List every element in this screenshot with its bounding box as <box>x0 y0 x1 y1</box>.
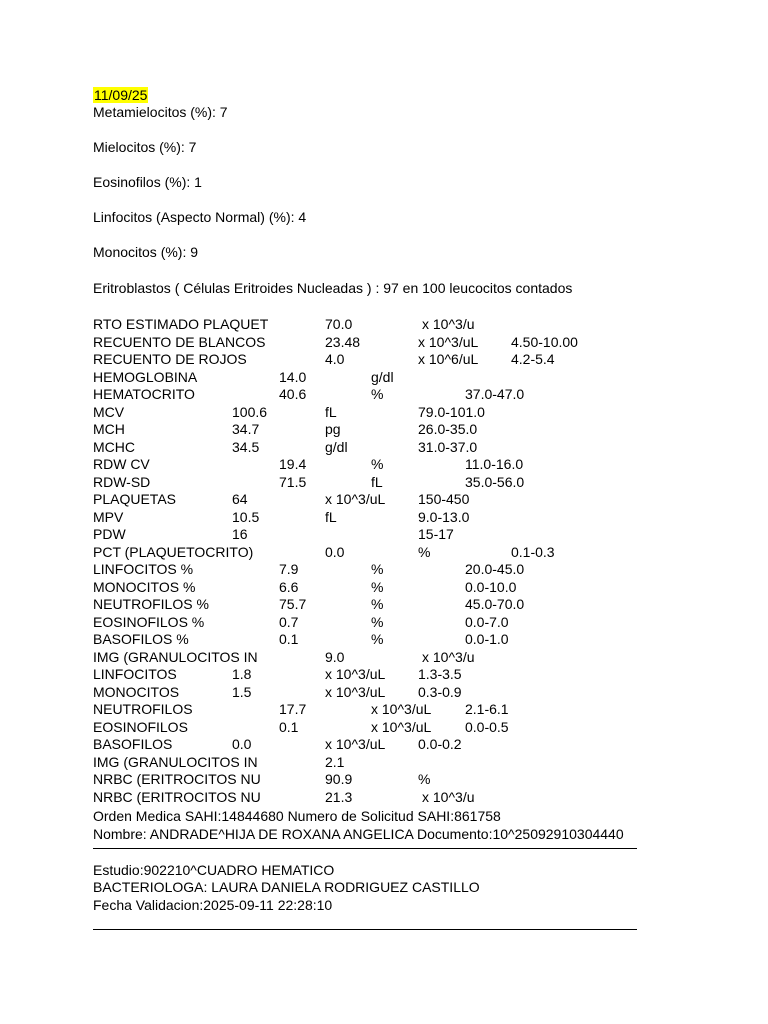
table-row <box>0 561 768 579</box>
result-ref: 11.0-16.0 <box>465 456 524 472</box>
result-value: 1.5 <box>232 683 252 700</box>
table-row <box>0 526 768 544</box>
result-value: 21.3 <box>325 788 353 805</box>
bacteriologa-line: BACTERIOLOGA: LAURA DANIELA RODRIGUEZ CASTILLO <box>93 879 480 895</box>
result-ref: 37.0-47.0 <box>465 386 525 402</box>
result-name: MCH <box>93 421 125 437</box>
result-ref: 45.0-70.0 <box>465 596 525 612</box>
result-value: 14.0 <box>279 368 307 385</box>
result-ref: 0.1-0.3 <box>511 543 555 560</box>
result-ref: 1.3-3.5 <box>418 666 462 682</box>
fecha-validacion-line: Fecha Validacion:2025-09-11 22:28:10 <box>93 897 333 913</box>
note-monocitos: Monocitos (%): 9 <box>93 244 199 260</box>
result-name: BASOFILOS <box>93 736 173 752</box>
result-unit: pg <box>325 421 341 437</box>
result-unit: % <box>371 578 384 595</box>
estudio-line: Estudio:902210^CUADRO HEMATICO <box>93 862 335 878</box>
result-unit: % <box>371 561 384 577</box>
result-unit: x 10^3/uL <box>325 683 386 700</box>
result-ref: 9.0-13.0 <box>418 508 470 525</box>
result-name: MONOCITOS <box>93 683 180 700</box>
table-row <box>0 404 768 422</box>
result-unit: % <box>371 386 384 402</box>
table-row <box>0 596 768 614</box>
table-row <box>0 649 768 667</box>
result-value: 34.7 <box>232 421 260 437</box>
table-row <box>0 316 768 334</box>
result-ref: 0.0-0.2 <box>418 736 462 752</box>
result-value: 0.7 <box>279 613 299 630</box>
result-unit: x 10^3/uL <box>325 736 386 752</box>
result-unit: x 10^3/u <box>422 788 475 805</box>
table-row <box>0 736 768 754</box>
result-unit: x 10^3/uL <box>371 718 432 735</box>
result-name: RDW CV <box>93 456 150 472</box>
result-unit: % <box>418 543 431 560</box>
result-name: NRBC (ERITROCITOS NU <box>93 788 261 805</box>
result-name: MONOCITOS % <box>93 578 196 595</box>
result-ref: 2.1-6.1 <box>465 701 509 717</box>
table-row <box>0 701 768 719</box>
result-unit: x 10^3/uL <box>325 666 386 682</box>
result-name: EOSINOFILOS <box>93 718 188 735</box>
result-name: RECUENTO DE BLANCOS <box>93 333 266 350</box>
result-value: 1.8 <box>232 666 252 682</box>
note-metamielocitos: Metamielocitos (%): 7 <box>93 104 228 120</box>
result-ref: 15-17 <box>418 526 454 542</box>
result-unit: g/dl <box>371 368 394 385</box>
result-name: NRBC (ERITROCITOS NU <box>93 771 261 787</box>
patient-name-line: Nombre: ANDRADE^HIJA DE ROXANA ANGELICA Documento:10^25092910304440 <box>93 826 624 842</box>
result-value: 17.7 <box>279 701 307 717</box>
result-ref: 0.0-1.0 <box>465 631 509 647</box>
result-ref: 0.0-10.0 <box>465 578 517 595</box>
table-row <box>0 754 768 772</box>
table-row <box>0 421 768 439</box>
result-value: 6.6 <box>279 578 299 595</box>
result-value: 0.1 <box>279 718 299 735</box>
table-row <box>0 439 768 457</box>
result-value: 16 <box>232 526 248 542</box>
result-name: EOSINOFILOS % <box>93 613 205 630</box>
result-name: LINFOCITOS <box>93 666 177 682</box>
result-ref: 79.0-101.0 <box>418 403 485 420</box>
result-unit: fL <box>325 403 337 420</box>
result-value: 19.4 <box>279 456 307 472</box>
divider-top <box>93 848 637 849</box>
result-unit: x 10^3/uL <box>325 491 386 507</box>
result-value: 71.5 <box>279 473 307 490</box>
result-name: LINFOCITOS % <box>93 561 194 577</box>
table-row <box>0 334 768 352</box>
table-row <box>0 666 768 684</box>
result-name: MCHC <box>93 438 135 455</box>
table-row <box>0 456 768 474</box>
report-date-line <box>93 87 148 104</box>
note-eosinofilos: Eosinofilos (%): 1 <box>93 174 202 190</box>
table-row <box>0 719 768 737</box>
result-unit: % <box>371 456 384 472</box>
result-unit: g/dl <box>325 438 348 455</box>
result-ref: 26.0-35.0 <box>418 421 478 437</box>
note-eritroblastos: Eritroblastos ( Células Eritroides Nucleadas ) : 97 en 100 leucocitos contados <box>93 280 573 296</box>
result-value: 0.1 <box>279 631 299 647</box>
report-date: 11/09/25 <box>94 87 148 103</box>
result-value: 34.5 <box>232 438 260 455</box>
result-name: MPV <box>93 508 124 525</box>
result-value: 100.6 <box>232 403 268 420</box>
result-ref: 31.0-37.0 <box>418 438 478 455</box>
result-unit: % <box>371 596 384 612</box>
table-row <box>0 771 768 789</box>
table-row <box>0 684 768 702</box>
result-value: 90.9 <box>325 771 353 787</box>
result-value: 0.0 <box>232 736 252 752</box>
table-row <box>0 491 768 509</box>
result-name: BASOFILOS % <box>93 631 189 647</box>
result-ref: 20.0-45.0 <box>465 561 525 577</box>
table-row <box>0 369 768 387</box>
result-value: 2.1 <box>325 753 345 770</box>
divider-bottom <box>93 929 637 930</box>
orden-medica-line: Orden Medica SAHI:14844680 Numero de Solicitud SAHI:861758 <box>93 808 501 824</box>
table-row <box>0 544 768 562</box>
result-name: HEMATOCRITO <box>93 386 195 402</box>
result-name: NEUTROFILOS % <box>93 596 209 612</box>
result-name: IMG (GRANULOCITOS IN <box>93 648 258 665</box>
note-linfocitos: Linfocitos (Aspecto Normal) (%): 4 <box>93 209 307 225</box>
result-name: RECUENTO DE ROJOS <box>93 351 247 367</box>
result-unit: x 10^3/u <box>422 316 475 332</box>
result-value: 10.5 <box>232 508 260 525</box>
result-name: RDW-SD <box>93 473 151 490</box>
note-mielocitos: Mielocitos (%): 7 <box>93 139 197 155</box>
result-unit: % <box>418 771 431 787</box>
table-row <box>0 386 768 404</box>
result-value: 23.48 <box>325 333 361 350</box>
result-ref: 0.3-0.9 <box>418 683 462 700</box>
result-value: 0.0 <box>325 543 345 560</box>
result-name: PCT (PLAQUETOCRITO) <box>93 543 254 560</box>
result-unit: % <box>371 613 384 630</box>
table-row <box>0 579 768 597</box>
result-unit: % <box>371 631 384 647</box>
result-ref: 0.0-0.5 <box>465 718 509 735</box>
result-value: 70.0 <box>325 316 353 332</box>
result-unit: x 10^3/uL <box>371 701 432 717</box>
result-value: 64 <box>232 491 248 507</box>
result-unit: fL <box>325 508 337 525</box>
result-value: 4.0 <box>325 351 345 367</box>
result-value: 75.7 <box>279 596 307 612</box>
result-name: MCV <box>93 403 125 420</box>
result-ref: 35.0-56.0 <box>465 473 525 490</box>
result-name: PDW <box>93 526 126 542</box>
result-ref: 4.50-10.00 <box>511 333 578 350</box>
result-value: 9.0 <box>325 648 345 665</box>
table-row <box>0 614 768 632</box>
result-ref: 150-450 <box>418 491 470 507</box>
result-unit: fL <box>371 473 383 490</box>
result-value: 40.6 <box>279 386 307 402</box>
table-row <box>0 474 768 492</box>
result-ref: 0.0-7.0 <box>465 613 509 630</box>
result-name: RTO ESTIMADO PLAQUET <box>93 316 269 332</box>
result-unit: x 10^6/uL <box>418 351 479 367</box>
result-unit: x 10^3/u <box>422 648 475 665</box>
result-ref: 4.2-5.4 <box>511 351 555 367</box>
result-unit: x 10^3/uL <box>418 333 479 350</box>
table-row <box>0 631 768 649</box>
table-row <box>0 509 768 527</box>
result-name: IMG (GRANULOCITOS IN <box>93 753 258 770</box>
table-row <box>0 351 768 369</box>
result-name: NEUTROFILOS <box>93 701 193 717</box>
result-name: PLAQUETAS <box>93 491 176 507</box>
table-row <box>0 789 768 807</box>
result-name: HEMOGLOBINA <box>93 368 198 385</box>
result-value: 7.9 <box>279 561 299 577</box>
